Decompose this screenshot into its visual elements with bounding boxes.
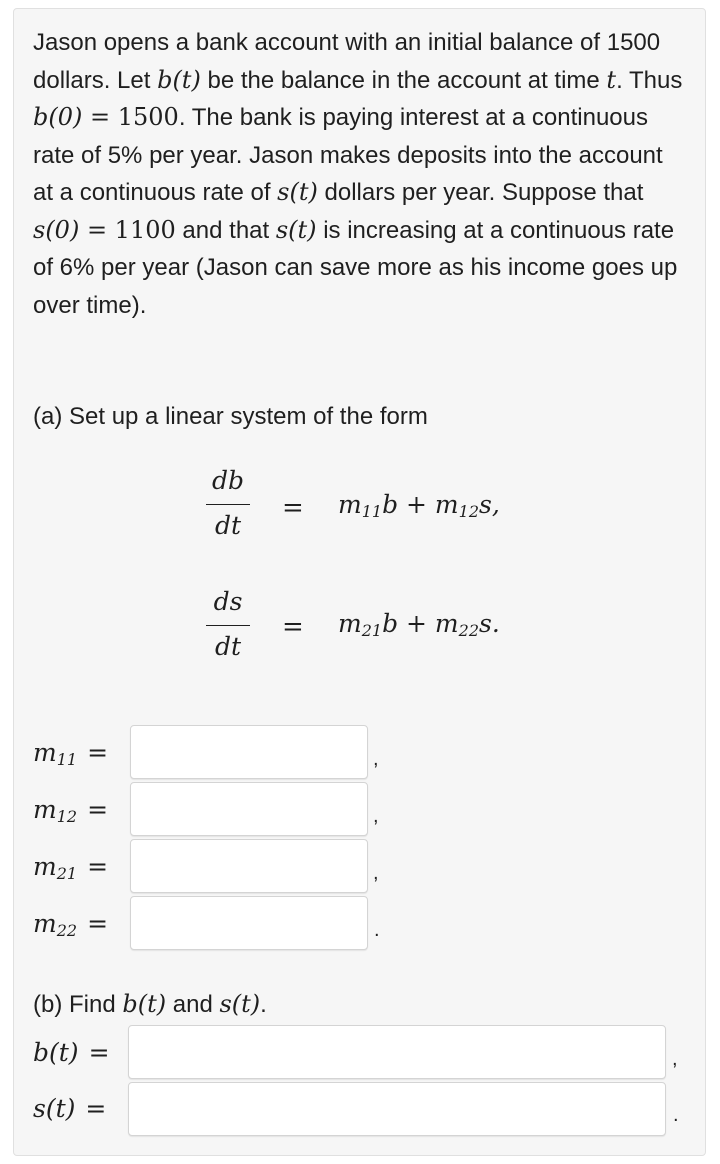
math-b-of-t: b(t): [33, 1038, 79, 1067]
equation-1-rhs: [338, 490, 500, 527]
coef-subscript: 22: [56, 921, 78, 940]
fraction-numerator: db: [211, 466, 244, 495]
part-b-text: and: [166, 991, 220, 1018]
problem-text-segment: . Thus: [616, 66, 683, 94]
m11-comma: ,: [373, 748, 379, 770]
math-initial-balance: = 1500: [82, 103, 179, 131]
fraction-bar: [206, 504, 250, 505]
rhs-middle: b + m: [382, 609, 459, 638]
coef-m: m: [33, 852, 57, 881]
m11-input[interactable]: [130, 725, 368, 779]
math-b-of-t: b(t): [122, 990, 167, 1018]
equals-sign: =: [88, 1038, 110, 1067]
problem-text-segment: dollars per year. Suppose that: [317, 179, 644, 206]
part-b-heading: [33, 986, 267, 1023]
coef-subscript: 21: [361, 621, 383, 640]
fraction-bar: [206, 625, 250, 626]
math-s-of-0: s(0): [33, 215, 80, 244]
math-t: t: [606, 65, 617, 94]
derivative-db-dt: [206, 466, 250, 541]
m22-input[interactable]: [130, 896, 368, 950]
problem-text-segment: be the balance in the account at time: [200, 66, 607, 94]
b-of-t-label: [33, 1038, 110, 1068]
coef-subscript: 21: [56, 864, 78, 883]
problem-text-segment: . The bank is paying interest at a continuous rate of 5% per year. Jason makes deposits into the account at a continuous rate of: [33, 104, 663, 206]
problem-text-segment: is increasing at a continuous rate of 6% per year (Jason can save more as his income goes up over time).: [33, 216, 678, 319]
math-s-of-t: s(t): [33, 1094, 76, 1123]
problem-text-segment: and that: [175, 216, 276, 244]
coef-subscript: 11: [361, 502, 383, 521]
part-b-text: .: [260, 991, 267, 1018]
b-of-t-comma: ,: [672, 1048, 678, 1070]
equals-sign: =: [87, 738, 109, 767]
math-initial-savings: = 1100: [79, 215, 176, 244]
part-a-heading: (a) Set up a linear system of the form: [33, 403, 428, 430]
m22-label: [33, 909, 108, 946]
derivative-ds-dt: [206, 587, 250, 662]
equals-sign: =: [85, 1094, 107, 1123]
equation-2-rhs: [338, 609, 500, 646]
equals-sign: =: [87, 909, 109, 938]
math-s-of-t: s(t): [219, 990, 261, 1018]
fraction-numerator: ds: [213, 587, 243, 616]
equation-2-equals: =: [282, 612, 304, 642]
coef-subscript: 12: [458, 502, 479, 521]
m11-label: [33, 738, 108, 775]
b-of-t-input[interactable]: [128, 1025, 666, 1079]
coef-m: m: [338, 490, 362, 519]
m21-comma: ,: [373, 862, 379, 884]
coef-m: m: [338, 609, 362, 638]
problem-statement: [33, 24, 683, 324]
rhs-tail: s.: [479, 609, 500, 638]
coef-m: m: [33, 795, 57, 824]
math-b-of-t: b(t): [157, 65, 201, 94]
equals-sign: =: [87, 795, 109, 824]
s-of-t-label: [33, 1094, 106, 1124]
m12-comma: ,: [373, 805, 379, 827]
coef-m: m: [33, 738, 57, 767]
m22-period: .: [374, 919, 380, 941]
m21-input[interactable]: [130, 839, 368, 893]
coef-subscript: 11: [56, 750, 78, 769]
problem-text-segment: Jason opens a bank account with an initial balance of 1500 dollars. Let: [33, 29, 661, 94]
equals-sign: =: [87, 852, 109, 881]
coef-m: m: [33, 909, 57, 938]
equation-1-equals: =: [282, 493, 304, 523]
rhs-middle: b + m: [382, 490, 459, 519]
coef-subscript: 12: [56, 807, 78, 826]
s-of-t-input[interactable]: [128, 1082, 666, 1136]
m12-input[interactable]: [130, 782, 368, 836]
rhs-tail: s,: [479, 490, 500, 519]
math-s-of-t: s(t): [277, 178, 318, 206]
coef-subscript: 22: [458, 621, 479, 640]
fraction-denominator: dt: [214, 511, 242, 540]
part-b-text: (b) Find: [33, 991, 123, 1018]
fraction-denominator: dt: [214, 632, 242, 661]
math-s-of-t: s(t): [275, 215, 317, 244]
m21-label: [33, 852, 108, 889]
s-of-t-period: .: [673, 1104, 679, 1126]
m12-label: [33, 795, 108, 832]
math-b-of-0: b(0): [33, 103, 83, 131]
